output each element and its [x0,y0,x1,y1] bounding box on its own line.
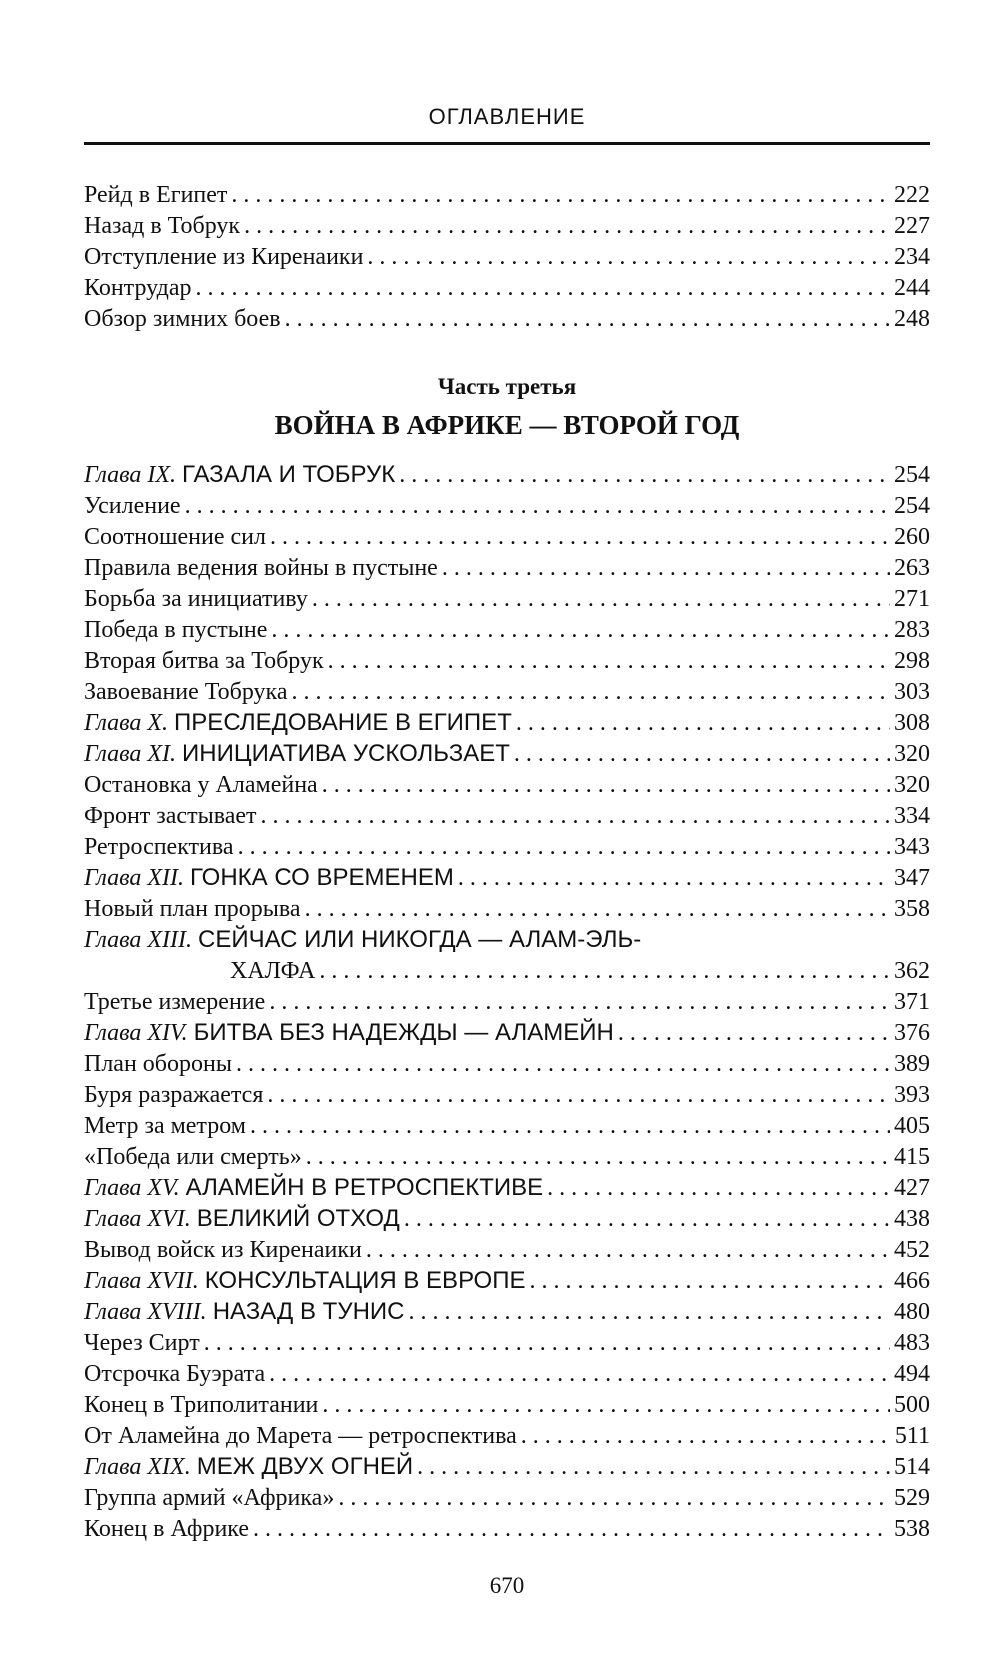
section-title: Назад в Тобрук [84,213,241,239]
toc-entry-title [84,738,510,770]
toc-entry [84,491,930,522]
toc-entry-title [84,522,266,553]
toc-entry-title [84,1235,362,1266]
chapter-title: ПРЕСЛЕДОВАНИЕ В ЕГИПЕТ [174,709,512,736]
section-title: Остановка у Аламейна [84,772,318,798]
section-title: Конец в Триполитании [84,1392,319,1418]
toc-page-number: 452 [894,1237,930,1263]
dot-leader [271,615,890,646]
toc-entry-title [84,1172,543,1204]
toc-page-number: 362 [894,958,930,984]
dot-leader [404,1204,890,1235]
dot-leader [458,863,890,894]
toc-page-number: 371 [894,989,930,1015]
toc-page-number: 334 [894,803,930,829]
toc-entry-title [84,584,308,615]
toc-entry [84,646,930,677]
toc-entry-title [84,646,324,677]
dot-leader [547,1173,890,1204]
page-number: 670 [489,1573,525,1598]
toc-page-number: 483 [894,1330,930,1356]
toc-page-number: 343 [894,834,930,860]
chapter-label: Глава IX. [84,462,177,488]
dot-leader [270,522,890,553]
dot-leader [244,211,890,242]
toc-entry [84,242,930,273]
toc-entry-title [84,1359,265,1390]
dot-leader [514,739,890,770]
toc-page-number: 358 [894,896,930,922]
section-title: Вывод войск из Киренаики [84,1237,362,1263]
chapter-title: НАЗАД В ТУНИС [212,1298,405,1325]
toc-page-number: 244 [894,275,930,301]
toc-chapter-entry [84,1204,930,1235]
toc-entry [84,1483,930,1514]
dot-leader [238,832,890,863]
toc-entry-title [84,242,363,273]
toc-entry-title [84,770,318,801]
toc-entry [84,180,930,211]
toc-entry-title [84,1017,614,1049]
toc-page-number: 222 [894,182,930,208]
section-title: Правила ведения войны в пустыне [84,555,438,581]
toc-entry-title [84,180,227,211]
chapter-title: ИНИЦИАТИВА УСКОЛЬЗАЕТ [182,740,510,767]
toc-page-number: 347 [894,865,930,891]
toc-chapter-entry [84,1173,930,1204]
toc-page-number: 263 [894,555,930,581]
toc-entry-title [84,707,512,739]
toc-page-number: 438 [894,1206,930,1232]
toc-page-number: 303 [894,679,930,705]
dot-leader [319,956,890,987]
section-title: Усиление [84,493,181,519]
chapter-label: Глава XIX. [84,1454,191,1480]
dot-leader [236,1049,890,1080]
chapter-title: АЛАМЕЙН В РЕТРОСПЕКТИВЕ [185,1174,544,1201]
dot-leader [618,1018,890,1049]
toc-page-number: 415 [894,1144,930,1170]
toc-chapter-entry [84,925,930,956]
dot-leader [292,677,891,708]
dot-leader [338,1483,890,1514]
dot-leader [322,1390,890,1421]
section-title: Завоевание Тобрука [84,679,288,705]
toc-top-section [84,180,930,335]
dot-leader [185,491,890,522]
toc-entry [84,1235,930,1266]
toc-entry-title [84,1328,200,1359]
toc-entry-title [84,1142,302,1173]
toc-page-number: 376 [894,1020,930,1046]
section-title: Метр за метром [84,1113,246,1139]
chapter-title: ГАЗАЛА И ТОБРУК [182,461,396,488]
chapter-label: Глава X. [84,710,169,736]
dot-leader [267,1080,890,1111]
toc-entry-title [84,459,395,491]
chapter-label: Глава XVI. [84,1206,191,1232]
toc-page-number: 298 [894,648,930,674]
toc-entry-title [84,273,191,304]
toc-page-number: 514 [894,1454,930,1480]
toc-chapter-entry [84,1266,930,1297]
toc-page-number: 248 [894,306,930,332]
header-rule [84,142,930,145]
section-title: Конец в Африке [84,1516,250,1542]
section-title: Отступление из Киренаики [84,244,364,270]
toc-chapter-entry [84,708,930,739]
dot-leader [417,1452,890,1483]
section-title: Ретроспектива [84,834,234,860]
toc-entry-title [84,1203,400,1235]
dot-leader [367,242,890,273]
toc-entry-title [84,1421,517,1452]
toc-page-number: 234 [894,244,930,270]
toc-entry-title [84,1049,232,1080]
chapter-title: БИТВА БЕЗ НАДЕЖДЫ — АЛАМЕЙН [193,1019,614,1046]
toc-entry-title [84,304,281,335]
toc-entry [84,615,930,646]
toc-entry-title [84,832,234,863]
toc-entry [84,1514,930,1545]
toc-entry [84,677,930,708]
chapter-title: ГОНКА СО ВРЕМЕНЕМ [190,864,454,891]
dot-leader [250,1111,890,1142]
section-title: Через Сирт [84,1330,200,1356]
section-title: Рейд в Египет [84,182,228,208]
toc-page-number: 283 [894,617,930,643]
dot-leader [204,1328,890,1359]
toc-entry-title [84,1514,249,1545]
dot-leader [529,1266,890,1297]
toc-entry [84,304,930,335]
section-title: От Аламейна до Марета — ретроспектива [84,1423,517,1449]
dot-leader [306,1142,890,1173]
toc-page-number: 405 [894,1113,930,1139]
chapter-title: МЕЖ ДВУХ ОГНЕЙ [196,1453,414,1480]
section-title: Борьба за инициативу [84,586,308,612]
toc-entry [84,832,930,863]
toc-page-number: 529 [894,1485,930,1511]
chapter-label: Глава XVIII. [84,1299,207,1325]
section-title: Буря разражается [84,1082,264,1108]
toc-page-number: 500 [894,1392,930,1418]
chapter-title: КОНСУЛЬТАЦИЯ В ЕВРОПЕ [204,1267,526,1294]
toc-entry-title [84,1265,525,1297]
toc-entry-title [84,956,315,987]
toc-entry-title [84,1296,404,1328]
section-title: Группа армий «Африка» [84,1485,335,1511]
toc-entry [84,1142,930,1173]
section-title: Обзор зимних боев [84,306,281,332]
toc-entry [84,553,930,584]
running-head: ОГЛАВЛЕНИЕ [428,104,586,129]
toc-entry-title [84,677,288,708]
toc-entry [84,894,930,925]
toc-entry [84,1328,930,1359]
toc-entry-title [84,924,641,956]
part-title: ВОЙНА В АФРИКЕ — ВТОРОЙ ГОД [274,410,740,440]
dot-leader [442,553,890,584]
section-title: Вторая битва за Тобрук [84,648,324,674]
dot-leader [408,1297,890,1328]
toc-entry [84,1111,930,1142]
section-title: ХАЛФА [230,958,316,984]
toc-page-number: 227 [894,213,930,239]
chapter-label: Глава XVII. [84,1268,199,1294]
toc-chapter-entry [84,863,930,894]
toc-entry [84,770,930,801]
toc-entry [84,1049,930,1080]
toc-entry-title [84,1390,318,1421]
toc-entry [84,801,930,832]
toc-entry-title [84,894,301,925]
toc-entry-title [84,211,240,242]
section-title: Отсрочка Буэрата [84,1361,266,1387]
section-title: Третье измерение [84,989,266,1015]
chapter-title: СЕЙЧАС ИЛИ НИКОГДА — АЛАМ-ЭЛЬ- [198,926,642,953]
toc-entry-title [84,1483,334,1514]
toc-main-section [84,460,930,1545]
dot-leader [269,1359,890,1390]
dot-leader [312,584,890,615]
chapter-label: Глава XII. [84,865,185,891]
toc-entry [84,211,930,242]
toc-page-number: 427 [894,1175,930,1201]
toc-entry [84,1390,930,1421]
toc-entry-title [84,1451,413,1483]
toc-page-number: 254 [894,462,930,488]
chapter-label: Глава XIII. [84,927,193,953]
dot-leader [521,1421,891,1452]
toc-entry-title [84,862,454,894]
toc-chapter-entry [84,739,930,770]
toc-entry-title [84,1111,246,1142]
chapter-label: Глава XIV. [84,1020,188,1046]
section-title: Новый план прорыва [84,896,301,922]
dot-leader [253,1514,890,1545]
section-title: Контрудар [84,275,192,301]
dot-leader [269,987,890,1018]
toc-entry [84,1080,930,1111]
toc-chapter-entry [84,1297,930,1328]
section-title: Фронт застывает [84,803,257,829]
toc-page-number: 320 [894,741,930,767]
toc-entry [84,1421,930,1452]
toc-entry [84,522,930,553]
dot-leader [231,180,890,211]
toc-page-number: 254 [894,493,930,519]
chapter-label: Глава XI. [84,741,177,767]
chapter-label: Глава XV. [84,1175,180,1201]
toc-page-number: 271 [894,586,930,612]
toc-page-number: 393 [894,1082,930,1108]
toc-page-number: 494 [894,1361,930,1387]
section-title: Соотношение сил [84,524,266,550]
dot-leader [399,460,890,491]
dot-leader [366,1235,890,1266]
toc-entry-title [84,491,181,522]
toc-page-number: 480 [894,1299,930,1325]
toc-chapter-entry [84,1452,930,1483]
toc-entry-title [84,987,265,1018]
toc-entry [84,956,930,987]
toc-entry-title [84,615,267,646]
toc-entry-title [84,1080,263,1111]
toc-page-number: 389 [894,1051,930,1077]
chapter-title: ВЕЛИКИЙ ОТХОД [196,1205,400,1232]
toc-chapter-entry [84,460,930,491]
toc-page-number: 320 [894,772,930,798]
toc-page-number: 308 [894,710,930,736]
section-title: План обороны [84,1051,232,1077]
toc-entry [84,273,930,304]
dot-leader [322,770,890,801]
section-title: «Победа или смерть» [84,1144,302,1170]
dot-leader [516,708,890,739]
toc-entry [84,987,930,1018]
toc-entry-title [84,553,438,584]
toc-page-number: 260 [894,524,930,550]
dot-leader [261,801,891,832]
dot-leader [305,894,890,925]
toc-page-number: 511 [894,1423,930,1449]
dot-leader [285,304,890,335]
toc-chapter-entry [84,1018,930,1049]
dot-leader [328,646,890,677]
dot-leader [195,273,890,304]
part-label: Часть третья [437,374,577,399]
toc-page-number: 538 [894,1516,930,1542]
toc-entry [84,1359,930,1390]
toc-page-number: 466 [894,1268,930,1294]
toc-entry-title [84,801,257,832]
section-title: Победа в пустыне [84,617,268,643]
toc-entry [84,584,930,615]
